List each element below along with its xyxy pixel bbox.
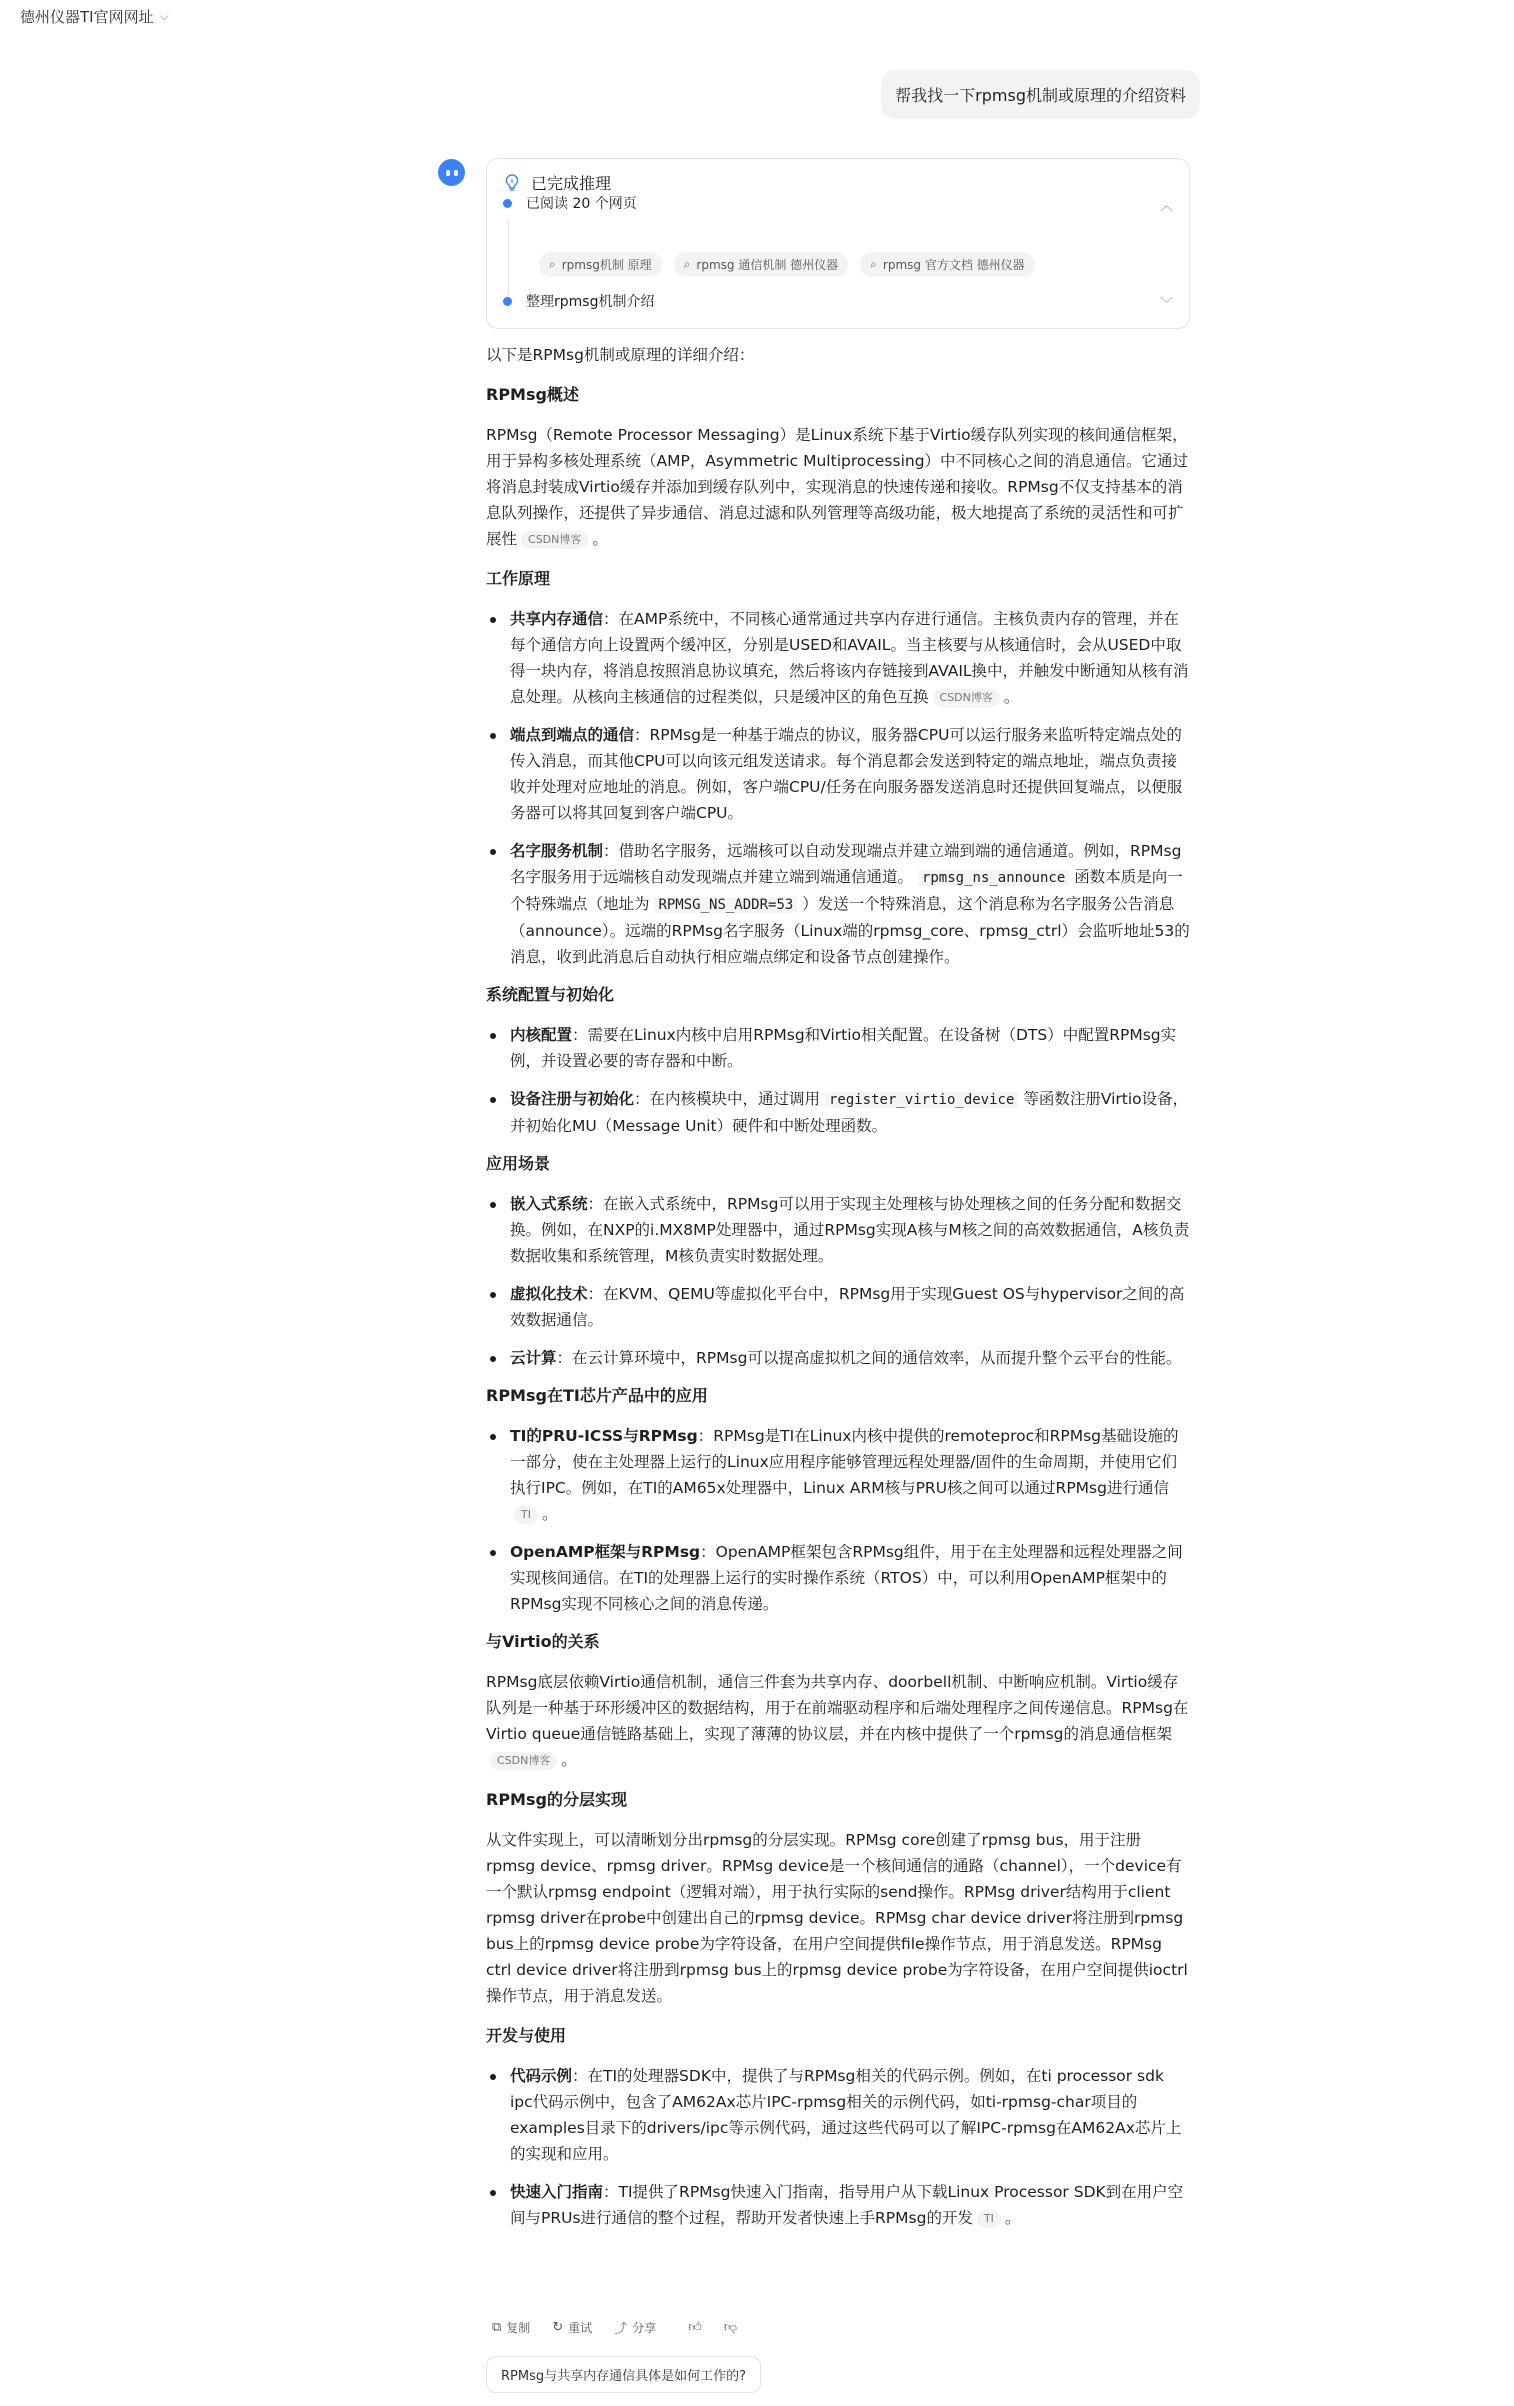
bullet-list	[486, 2063, 1190, 2231]
item-text: ：在TI的处理器SDK中，提供了与RPMsg相关的代码示例。例如，在ti processor sdk ipc代码示例中，包含了AM62Ax芯片IPC-rpmsg相关的示例代码，如ti-rpmsg-char项目的examples目录下的drivers/ipc等示例代码，通过这些代码可以了解IPC-rpmsg在AM62Ax芯片上的实现和应用。	[510, 2067, 1182, 2163]
search-icon: ⌕	[870, 257, 877, 271]
user-message-text: 帮我找一下rpmsg机制或原理的介绍资料	[895, 86, 1186, 105]
list-item	[486, 838, 1190, 970]
item-text: ：在内核模块中，通过调用	[634, 1090, 821, 1108]
paragraph: RPMsg底层依赖Virtio通信机制，通信三件套为共享内存、doorbell机制、中断响应机制。Virtio缓存队列是一种基于环形缓冲区的数据结构，用于在前端驱动程序和后端处理程序之间传递信息。RPMsg在Virtio queue通信链路基础上，实现了薄薄的协议层，并在内核中提供了一个rpmsg的消息通信框架CSDN博客 。	[486, 1673, 1189, 1769]
topbar-title-text: 德州仪器TI官网网址	[20, 8, 154, 26]
step-dot	[503, 199, 512, 208]
reasoning-header[interactable]	[503, 171, 611, 194]
step-label: 已阅读 20 个网页	[526, 196, 637, 212]
chip-label: rpmsg 通信机制 德州仪器	[696, 258, 839, 272]
suggested-question-text: RPMsg与共享内存通信具体是如何工作的?	[501, 2369, 747, 2384]
item-title: 共享内存通信	[510, 610, 604, 628]
bullet-list	[486, 606, 1190, 970]
share-label: 分享	[632, 2321, 657, 2335]
retry-label: 重试	[568, 2321, 593, 2335]
thumbs-up-icon: 👍︎	[688, 2320, 702, 2335]
item-text-end: 。	[541, 1505, 558, 1523]
list-item	[486, 2179, 1190, 2231]
chevron-up-icon[interactable]: ︿	[1159, 199, 1173, 214]
section-heading: 开发与使用	[486, 2026, 567, 2045]
section-heading: 工作原理	[486, 569, 551, 588]
avatar-eye-icon	[454, 170, 458, 176]
search-icon: ⌕	[549, 257, 556, 271]
item-text: ：需要在Linux内核中启用RPMsg和Virtio相关配置。在设备树（DTS）中配置RPMsg实例，并设置必要的寄存器和中断。	[510, 1026, 1177, 1070]
item-title: 云计算	[510, 1349, 557, 1367]
item-text: ：在AMP系统中，不同核心通常通过共享内存进行通信。主核负责内存的管理，并在每个通信方向上设置两个缓冲区，分别是USED和AVAIL。当主核要与从核通信时，会从USED中取得一块内存，将消息按照消息协议填充，然后将该内存链接到AVAIL換中，并触发中断通知从核有消息处理。从核向主核通信的过程类似，只是缓冲区的角色互换	[510, 610, 1189, 706]
list-item	[486, 1086, 1190, 1139]
copy-button[interactable]	[492, 2319, 530, 2336]
chip-label: rpmsg机制 原理	[561, 258, 652, 272]
reasoning-status: 已完成推理	[531, 174, 612, 193]
item-title: 设备注册与初始化	[510, 1090, 635, 1108]
item-text-end: 。	[1004, 2209, 1021, 2227]
citation-badge[interactable]: TI	[514, 1506, 538, 1524]
section-heading: 系统配置与初始化	[486, 985, 615, 1004]
share-icon: ⤴	[614, 2322, 628, 2337]
item-text: ：RPMsg是一种基于端点的协议，服务器CPU可以运行服务来监听特定端点处的传入消息，而其他CPU可以向该元组发送请求。每个消息都会发送到特定的端点地址，端点负责接收并处理对应地址的消息。例如，客户端CPU/任务在向服务器发送消息时还提供回复端点，以便服务器可以将其回复到客户端CPU。	[510, 726, 1183, 822]
step-dot	[503, 297, 512, 306]
inline-code: RPMSG_NS_ADDR=53	[654, 897, 797, 913]
inline-code: rpmsg_ns_announce	[918, 870, 1069, 886]
chevron-down-icon: ⌵	[159, 9, 169, 23]
item-text: 函数本质是向一个特殊端点（地址为	[510, 868, 1183, 913]
thumbs-down-icon: 👎︎	[723, 2320, 738, 2335]
list-item	[486, 1022, 1190, 1074]
dislike-button[interactable]	[724, 2320, 737, 2335]
item-title: TI的PRU-ICSS与RPMsg	[510, 1427, 698, 1445]
paragraph: 从文件实现上，可以清晰划分出rpmsg的分层实现。RPMsg core创建了rpmsg bus，用于注册rpmsg device、rpmsg driver。RPMsg device是一个核间通信的通路（channel），一个device有一个默认rpmsg endpoint（逻辑对端），用于执行实际的send操作。RPMsg driver结构用于client rpmsg driver在probe中创建出自己的rpmsg device。RPMsg char device driver将注册到rpmsg bus上的rpmsg device probe为字符设备，在用户空间提供file操作节点，用于消息发送。RPMsg ctrl device driver将注册到rpmsg bus上的rpmsg device probe为字符设备，在用户空间提供ioctrl操作节点，用于消息发送。	[486, 1831, 1188, 2005]
item-text: ：在KVM、QEMU等虚拟化平台中，RPMsg用于实现Guest OS与hypervisor之间的高效数据通信。	[510, 1285, 1185, 1329]
item-text: ：TI提供了RPMsg快速入门指南，指导用户从下载Linux Processor SDK到在用户空间与PRUs进行通信的整个过程，帮助开发者快速上手RPMsg的开发	[510, 2183, 1184, 2227]
item-title: 端点到端点的通信	[510, 726, 635, 744]
item-title: 代码示例	[510, 2067, 573, 2085]
item-text: ）发送一个特殊消息，这个消息称为名字服务公告消息（announce）。远端的RPMsg名字服务（Linux端的rpmsg_core、rpmsg_ctrl）会监听地址53的消息，收到此消息后自动执行相应端点绑定和设备节点创建操作。	[510, 895, 1190, 966]
section-heading: 与Virtio的关系	[486, 1632, 600, 1651]
list-item: 共享内存通信：在AMP系统中，不同核心通常通过共享内存进行通信。主核负责内存的管理，并在每个通信方向上设置两个缓冲区，分别是USED和AVAIL。当主核要与从核通信时，会从USED中取得一块内存，将消息按照消息协议填充，然后将该内存链接到AVAIL換中，并触发中断通知从核有消息处理。从核向主核通信的过程类似，只是缓冲区的角色互换 CSDN博客 。	[486, 606, 1190, 710]
step-label: 整理rpmsg机制介绍	[526, 294, 655, 310]
list-item	[486, 1423, 1190, 1527]
section-heading: RPMsg的分层实现	[486, 1790, 627, 1809]
item-text: ：在嵌入式系统中，RPMsg可以用于实现主处理核与协处理核之间的任务分配和数据交换。例如，在NXP的i.MX8MP处理器中，通过RPMsg实现A核与M核之间的高效数据通信，A核负责数据收集和系统管理，M核负责实时数据处理。	[510, 1195, 1190, 1265]
search-chips	[539, 252, 1035, 277]
item-text: ：借助名字服务，远端核可以自动发现端点并建立端到端的通信通道。例如，RPMsg名字服务用于远端核自动发现端点并建立端到端通信通道。	[510, 842, 1182, 886]
chevron-down-icon[interactable]: ﹀	[1159, 297, 1173, 312]
item-title: 名字服务机制	[510, 842, 604, 860]
search-chip[interactable]	[860, 252, 1034, 277]
item-title: 嵌入式系统	[510, 1195, 588, 1213]
bullet-list	[486, 1022, 1190, 1139]
item-title: 内核配置	[510, 1026, 573, 1044]
item-text: ：RPMsg是TI在Linux内核中提供的remoteproc和RPMsg基础设施的一部分，使在主处理器上运行的Linux应用程序能够管理远程处理器/固件的生命周期，并使用它们执行IPC。例如，在TI的AM65x处理器中，Linux ARM核与PRU核之间可以通过RPMsg进行通信	[510, 1427, 1179, 1497]
copy-label: 复制	[506, 2321, 531, 2335]
copy-icon: ⧉	[492, 2320, 502, 2335]
paragraph: RPMsg（Remote Processor Messaging）是Linux系统下基于Virtio缓存队列实现的核间通信框架，用于异构多核处理系统（AMP，Asymmetric Multiprocessing）中不同核心之间的消息通信。它通过将消息封装成Virtio缓存并添加到缓存队列中，实现消息的快速传递和接收。RPMsg不仅支持基本的消息队列操作，还提供了异步通信、消息过滤和队列管理等高级功能，极大地提高了系统的灵活性和可扩展性 CSDN博客 。	[486, 426, 1189, 548]
answer-intro: 以下是RPMsg机制或原理的详细介绍：	[486, 346, 755, 364]
reasoning-step-read[interactable]	[503, 193, 637, 213]
list-item	[486, 1345, 1190, 1371]
citation-badge[interactable]: CSDN博客	[490, 1752, 557, 1770]
user-message	[881, 70, 1200, 119]
suggested-question[interactable]	[486, 2356, 761, 2393]
item-title: 虚拟化技术	[510, 1285, 588, 1303]
assistant-avatar	[438, 159, 465, 186]
list-item	[486, 722, 1190, 826]
section-heading: RPMsg在TI芯片产品中的应用	[486, 1386, 708, 1405]
search-icon: ⌕	[683, 257, 691, 271]
list-item	[486, 1191, 1190, 1269]
item-text: 等函数注册Virtio设备，并初始化MU（Message Unit）硬件和中断处理函数。	[510, 1090, 1189, 1135]
citation-badge[interactable]: TI	[977, 2210, 1001, 2228]
reasoning-step-organize[interactable]	[503, 291, 654, 311]
lightbulb-icon	[503, 173, 521, 193]
section-heading: RPMsg概述	[486, 385, 579, 404]
item-title: OpenAMP框架与RPMsg	[510, 1543, 701, 1561]
search-chip[interactable]	[674, 252, 848, 277]
bullet-list	[486, 1423, 1190, 1617]
share-button[interactable]	[614, 2318, 656, 2337]
inline-code: register_virtio_device	[825, 1092, 1018, 1108]
paragraph-text: RPMsg底层依赖Virtio通信机制，通信三件套为共享内存、doorbell机制、中断响应机制。Virtio缓存队列是一种基于环形缓冲区的数据结构，用于在前端驱动程序和后端处理程序之间传递信息。RPMsg在Virtio queue通信链路基础上，实现了薄薄的协议层，并在内核中提供了一个rpmsg的消息通信框架	[486, 1673, 1189, 1743]
retry-icon: ↻	[552, 2320, 564, 2335]
list-item	[486, 1281, 1190, 1333]
section-heading: 应用场景	[486, 1154, 551, 1173]
chip-label: rpmsg 官方文档 德州仪器	[882, 258, 1025, 272]
item-text: ：在云计算环境中，RPMsg可以提高虚拟机之间的通信效率，从而提升整个云平台的性能。	[556, 1349, 1182, 1367]
bullet-list	[486, 1191, 1190, 1371]
paragraph-text: RPMsg（Remote Processor Messaging）是Linux系统下基于Virtio缓存队列实现的核间通信框架，用于异构多核处理系统（AMP，Asymmetric Multiprocessing）中不同核心之间的消息通信。它通过将消息封装成Virtio缓存并添加到缓存队列中，实现消息的快速传递和接收。RPMsg不仅支持基本的消息队列操作，还提供了异步通信、消息过滤和队列管理等高级功能，极大地提高了系统的灵活性和可扩展性	[486, 426, 1189, 548]
citation-badge[interactable]: CSDN博客	[521, 531, 588, 549]
avatar-eye-icon	[446, 170, 450, 176]
reasoning-panel	[486, 158, 1190, 329]
citation-badge[interactable]: CSDN博客	[933, 689, 1000, 707]
message-actions	[492, 2318, 737, 2337]
like-button[interactable]	[688, 2320, 702, 2335]
search-chip[interactable]	[539, 252, 662, 277]
list-item	[486, 2063, 1190, 2167]
topbar-title[interactable]	[20, 6, 169, 27]
item-title: 快速入门指南	[510, 2183, 604, 2201]
assistant-answer	[486, 342, 1190, 2243]
retry-button[interactable]	[552, 2319, 592, 2336]
list-item	[486, 1539, 1190, 1617]
item-text: ：OpenAMP框架包含RPMsg组件，用于在主处理器和远程处理器之间实现核间通信。在TI的处理器上运行的实时操作系统（RTOS）中，可以利用OpenAMP框架中的RPMsg实现不同核心之间的消息传递。	[510, 1543, 1183, 1613]
